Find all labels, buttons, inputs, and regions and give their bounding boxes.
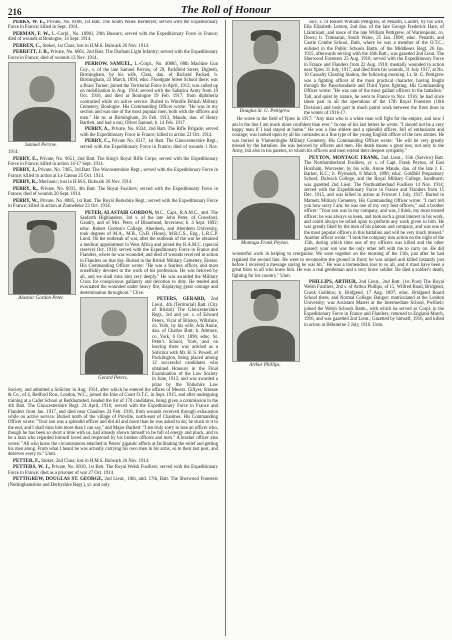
portrait-phillips [232, 280, 300, 370]
list-item: PERRY, E., Private, No. 9651, 2nd Batt. The King's Royal Rifle Corps; served with the Expeditionary Force in France; killed in action 14-17 Sept. 1914. [8, 156, 218, 167]
page-title: The Roll of Honour [180, 4, 272, 16]
list-item: PERRY, R., Mechanic; lost in H.M.S. Bulwark 26 Nov. 1914. [13, 180, 133, 186]
portrait-caption: Douglas St. G. Pettigrew. [239, 109, 291, 114]
column-divider [225, 20, 226, 636]
portrait-peters [80, 297, 148, 383]
portrait-caption: Alastair Gordon Peter. [18, 295, 64, 301]
portrait-image [8, 211, 76, 295]
right-column [232, 20, 444, 636]
list-item: PERRY, R., Private, No. 8933, 4th Batt. The Royal Fusiliers; served with the Expeditionary Force in France; died of wounds 20 Sept. 1914. [8, 186, 218, 198]
list-item: PETTIGREW, DOUGLAS ST. GEORGE, 2nd Lieut., 10th, attd. 17th, Batt. The Sherwood Foresters (Nottinghamshire and Derbyshire Regt.), yr. and only [8, 477, 218, 488]
page-number: 216 [8, 7, 22, 17]
portrait-pettigrew [232, 20, 300, 116]
list-item: PETERS, GERARD, 2nd Lieut., 4th (Territorial) Batt. (City of Bristol) The Gloucestershire Regt., 3rd and yst. s. of Edward Peters, Vicar of Bilston, Wiltshire, co. York, by his wife, Ada Annie, dau. of Charles Butt; b. Altmore, co. York, 6 Oct. 1896; educ. St. Peter's School, York, and on leaving there was articled as a Solicitor with Mr. H. S. Powell, of Pocklington, being placed among 12 successful candidates who obtained Honours in the Final Examination of the Law Society in June, 1913, and was awarded a prize by the Yorkshire Law Society, and admitted a Solicitor in Aug. 1914, after which he entered the offices of Messrs. Gillyer, Streane & Co., of 4, Bedford Row, London, W.C.; joined the Inns of Court O.T.C. in Sept. 1915, and after undergoing training at a Cadet School at Berkhamsted, headed the list of 170 candidates, being given a commission in the 4th Batt. The Gloucestershire Regt. 24 April, 1916; served with the Expeditionary Force in France and Flanders from Jan. 1917, and died near Chaulnes 24 Feb. 1918, from wounds received through exhaustion while on active service. Buried north of the village of Proville, north-east of Chaulnes. His Commanding Officer wrote: "Your son was a splendid officer and did all and more than he was asked to do; he stuck to it to the end, and I shall miss him more than I can say," and Major Bartlett: "I am truly sorry to lose an officer who, though he has been so short a time with us, had already shown himself to be full of energy and pluck, and to be a man who regarded himself loved and respected by his brother officers and men." A brother officer also wrote: "All who knew the circumstances attached to Peters' gigantic efforts at facilitating the relief and getting his men along. From what I heard he was actually carrying his own men in his arms, so to their last post, and deserves every m." Unm. [8, 297, 218, 458]
list-item: surv. s. of Robert William Pettigrew, of Penarth, Cardiff, by his wife, Ella Elizabeth Lemon, 2nd dau. of the late George Frederick Hare, of Llantrisant, and niece of the late William Pettigrew, of Warrenpoint, co. Down; b. Trimsaran, South Wales, 25 Jan. 1898; educ. Penarth, and Castle Combe School, Bath, where he was a member of the O.T.C.; enlisted in the Public Schools Battn. of the Middlesex Regt. 26 Jan. 1915, afterwards serving with the 16th Batt.; was gazetted 2nd Lieut. The Sherwood Foresters 25 Aug. 1916; served with the Expeditionary Force in France and Flanders from 22 Aug. 1916; mentally wounded in action near Ypres 31 July, 1917, and died from his wounds, 31 July 1917, at No. 10 Casualty Clearing Station, the following morning. Lt. St. G. Pettigrew was a fighting officer of the most practical character, having fought through the Passchendaele and Third Ypres fighting. His Commanding Officer wrote: "He was one of the most gallant officers in the battalion." Tall, and quiet by nature, he went to France to Nov. 1916; he had since taken part in all the operations of the 17th Royal Foresters (16th Division) and took part in much patrol work between the front lines in the winter of 1916-17. [304, 20, 444, 116]
portrait-caption: Gerard Peters. [98, 376, 128, 382]
list-item: PERKS, W. E., Private, No. 8188, 1st Batt. The South Wales Borderers; served with the Expeditionary Force in France; killed in Sept. 1914. [8, 20, 218, 31]
page-header [8, 3, 444, 18]
list-item: PERRY, W., Private, No. 8085, 1st Batt. The Royal Berkshire Regt.; served with the Expeditionary Force in France; killed in action at Zonnebeke 23 Oct. 1914. [8, 198, 218, 210]
portrait-image [80, 297, 148, 375]
list-item: PETTERS, W. J., Private, No. 8010, 1st Batt. The Royal Welsh Fusiliers; served with the Expeditionary Force in France; died as a prisoner of war 27 Oct. 1914. [8, 465, 218, 476]
portrait-image [8, 62, 76, 142]
portrait-peter [8, 211, 76, 303]
portrait-caption: Montagu Frank Peyton. [241, 240, 289, 246]
portrait-image [232, 20, 300, 108]
list-item: PEYTON, MONTAGU FRANK, 2nd Lieut., 15th (Service) Batt. The Northumberland Fusiliers, yr. s. of Capt. Frank Peyton, of East Horsham, Worcester, by his wife, Annie Maude, dau. of the late J. E. Barker, K.C.; b. Plymouth, 8 March, 1896; educ. Goldhill Preparatory School; Dulwich College, and the Royal Military College, Sandhurst; was gazetted 2nd Lieut. The Northumberland Fusiliers 14 Nov. 1914; served with the Expeditionary Force in France and Flanders from 15 Dec. 1915, and was killed in action at Fricourt 1 July, 1917. Buried in Mametz Military Cemetery. His Commanding Officer wrote: "I can't tell you how sorry I am; he was one of my very best officers," and a brother officer: "Your son was in my company, and was, I think, my most trusted officer; he was always so keen, and took such a great interest in his work, and could always be relied upon to perform any work given to him. He was greatly liked by the men of his platoon and company, and was one of the most popular officers in this battalion and will be very much missed." Another officer wrote: "I took the company into action on the night of the 15th, during which time one of my officers was killed and the other gassed; your son was the only other left with me to carry on. He did wonderful work in helping to reorganise. We were together on the morning of the 11th, just after he had regained the second line. He went to reconnoitre the ground in front; he was sniped and killed instantly just before I received a message saying he was hit." He was a tremendous loss to us all, and it must have been a great blow to all who knew him. He was a real gentleman and a very brave soldier. He died a soldier's death, fighting for his country." Unm. [232, 155, 444, 279]
list-item: PERMAN, F. W., L.-Corpl., No. 10981, 29th Hussars; served with the Expeditionary Force in France; died of wounds at Boulogne, 14 Sept. 1914. [8, 31, 218, 43]
list-item: PERRY, C., Private No. 6317, 1st Batt. The Gloucestershire Regt.; served with the Expeditionary Force in France; died of wounds 1 Nov. 1914. [8, 139, 218, 156]
list-item: PERRETT, J. B., Private, No. 6661, 2nd Batt. The Durham Light Infantry; served with the Expeditionary Force in France; died of wounds 13 Nov. 1914. [8, 50, 218, 61]
list-item: PERRY, A., Private, No. 8334, 2nd Batt. The Rifle Brigade; served with the Expeditionary Force in France; killed in action 22 Oct. 1914. [80, 127, 218, 138]
portrait-image [232, 280, 300, 362]
list-item: PERROW, SAMUEL, L.-Corpl., No. 40885, 68th Machine Gun Coy., s. of the late Samuel Perrow, of 29, Parkfield Street, Digbeth, Birmingham, by his wife, Clara, dau. of Richard Packed, b. Birmingham, 23 March, 1894; educ. Floodgate Street School there; was a Brass Turner; joined the Territorial Force in April, 1912; was called up on mobilisation in Aug. 1914; served with the Sabatica Army from 19 Oct. 1916, and died at Boulogne 19 Feb. 1917, from diphtheria contracted while on active service. Buried in Wimille British Military Cemetery, Boulogne. His Commanding Officer wrote: "He was in my section and was one of the most popular men, both with the officers and men." He m. at Birmingham, 26 Feb. 1913, Maude, dau. of Henry Bartlett, and had a son, Oliver Samuel, b. 14 Feb. 1917. [80, 62, 218, 126]
list-item: PETER, ALASTAIR GORDON, M.C., Capt., R.A.M.C., attd. The Seaforth Highlanders, 3rd s. of the late John Peter, of Crossford, Gaudry, and of Mrs. Peter, of Blaunhead, Inverness; b. 4 Sept. 1892; educ. Robert Gordon's College, Aberdeen, and Aberdeen University, took degrees of M.A., M.B., Ch.B. (Hons), M.R.C.S., Eng., L.R.C.P. Lond. On the outbreak of war, after the outbreak of the war he obtained a medical appointment in West Africa and joined the R.A.M.C. (special reserve) Oct. 1916; served with the Expeditionary Force in France and Flanders, where he was wounded; and died of wounds received in action in Flanders on that day. Buried in the British Military Cemetery, Étretat. His Commanding Officer wrote: "He was a fearless officer, and most unselfishly devoted to the work of his profession. He was beloved by all, and we shall miss him very deeply." He was awarded the Military Cross for conspicuous gallantry and devotion to duty. He tended and evacuated the wounded under heavy fire, displaying great courage and determination throughout." Clive. [80, 210, 218, 296]
left-column [8, 20, 218, 636]
list-item: PHILLIPS, ARTHUR, 2nd Lieut., 2nd Batt. (1st Post) The Royal Welsh Fusiliers, 2nd s. of Arthur Phillips, of 15, Wilfred Road, Bridgend, Crook Gubbins; b. Bridgend, 17 Aug. 1897; educ. Bridgend Board School there, and Normal College; Bangor; matriculated at the London University; was Assistant Master at the Intermediate School, Pwllheli; joined the Welsh Schools Battn., with which he served as Corpl. in the Expeditionary Force in France and Flanders; returned to England March, 1916, and was gazetted 2nd Lieut.; Gazetted by himself, 1916, and killed in action at Hébuterne 2 July, 1916. Unm. [304, 280, 444, 328]
list-item: PERREN, C., Stoker, 1st Class; lost in H.M.S. Bulwark 26 Nov. 1914. [13, 43, 150, 49]
portrait-caption: Samuel Perrow. [25, 143, 57, 149]
list-item: PETTER, F., Stoker, 2nd Class; lost in H.M.S. Bulwark 26 Nov. 1914. [13, 458, 150, 464]
portrait-peyton [232, 156, 300, 248]
portrait-image [232, 156, 300, 240]
list-item: PERRY, J., Private, No. 7465, 3rd Batt. The Worcestershire Regt.; served with the Expeditionary Force in France; killed in action at Le Cateau 25 Oct. 1914. [8, 168, 218, 179]
portrait-caption: Arthur Phillips. [249, 363, 281, 369]
list-item: He wrote in the field of Ypres in 1917: "Any man who is a white man will fight for the empire, and now I am in the line I am much more confident than ever." In one of his last letters he wrote: "I should not be a very happy man if I had stayed at home." He was a fine athlete and a splendid officer, full of enthusiasm and courage; was looked upon by all his comrades as a fine type of the young English officer of the new armies. He was buried in Vlamertinghe Military Cemetery. His Commanding Officer wrote: "He will be very greatly missed by the battalion. He was beloved by officers and men. His death means a great loss, not only to the Army, but also to his parents, to whom his officers and men extend their deepest sympathy." [232, 117, 444, 155]
portrait-perrow [8, 62, 76, 150]
